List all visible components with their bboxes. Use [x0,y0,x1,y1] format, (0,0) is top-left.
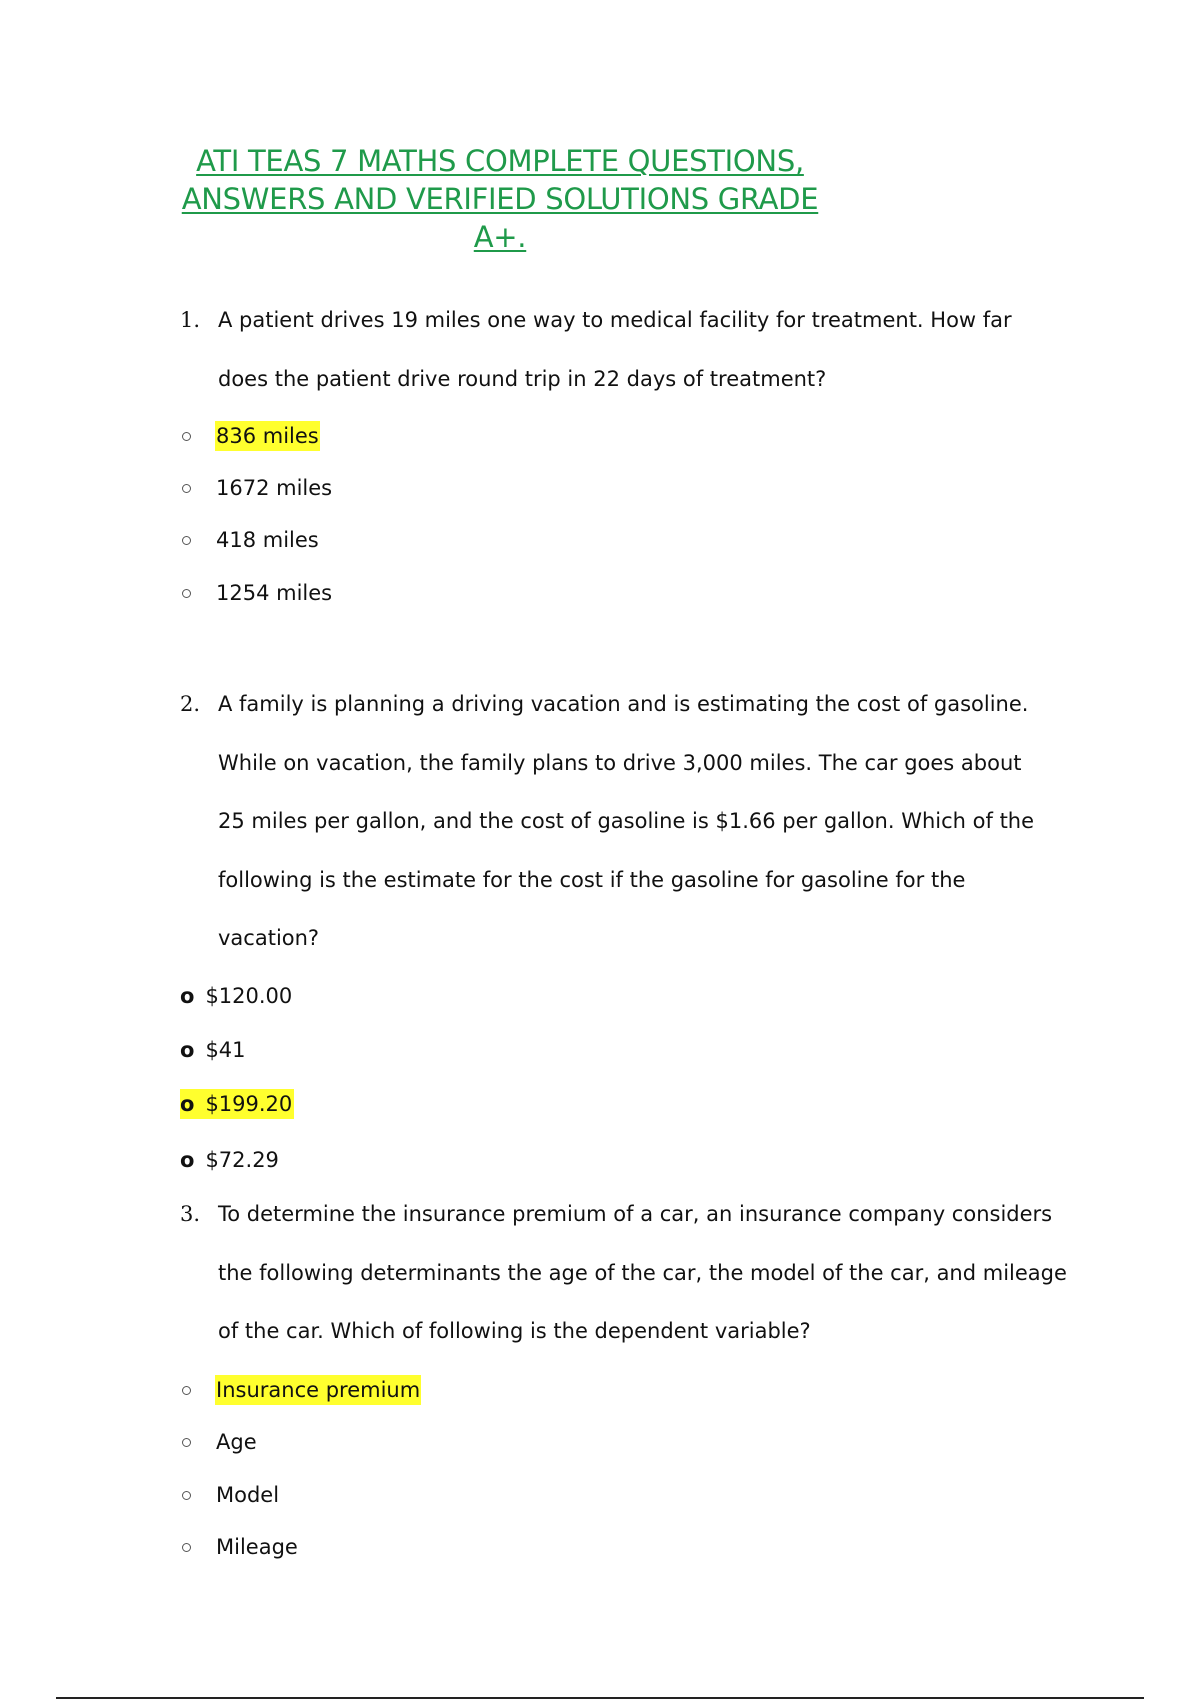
q3-option-3[interactable] [180,1479,280,1511]
option-text: Model [216,1483,280,1507]
title-line-2: ANSWERS AND VERIFIED SOLUTIONS GRADE [181,182,819,216]
option-text: $72.29 [205,1148,279,1172]
option-text: 836 miles [215,421,320,451]
q1-option-1[interactable] [180,420,320,452]
title-line-3: A+. [473,220,527,254]
q3-option-2[interactable] [180,1426,258,1458]
title-line-1: ATI TEAS 7 MATHS COMPLETE QUESTIONS, [196,144,804,178]
bullet-o-icon: o [180,1038,195,1062]
question-text: A patient drives 19 miles one way to medical facility for treatment. How far does the patient drive round trip in 22 days of treatment? [218,308,1012,391]
bullet-o-icon: o [180,984,195,1008]
page-bottom-rule [56,1697,1144,1699]
question-1 [180,306,1080,408]
option-text: 1254 miles [216,581,333,605]
document-title [150,142,850,256]
question-3 [180,1200,1080,1361]
circle-bullet-icon [182,432,191,441]
circle-bullet-icon [182,484,191,493]
q3-option-4[interactable] [180,1531,299,1563]
circle-bullet-icon [182,536,191,545]
highlight-mark [180,1089,294,1119]
question-2 [180,690,1080,968]
question-number: 2. [180,692,201,716]
question-number: 3. [180,1202,201,1226]
option-text: Mileage [216,1535,298,1559]
bullet-o-icon: o [180,1092,195,1116]
circle-bullet-icon [182,1438,191,1447]
option-text: $120.00 [205,984,293,1008]
circle-bullet-icon [182,1386,191,1395]
question-text: To determine the insurance premium of a car, an insurance company considers the following determinants the age of the car, the model of the car, and mileage of the car. Which of following is the dependent variable? [218,1202,1067,1343]
option-text: Insurance premium [215,1375,421,1405]
q2-option-2[interactable] [180,1034,247,1066]
option-text: 1672 miles [216,476,333,500]
circle-bullet-icon [182,589,191,598]
q2-option-4[interactable] [180,1144,280,1176]
option-text: 418 miles [216,528,319,552]
q1-option-2[interactable] [180,472,333,504]
question-text: A family is planning a driving vacation and is estimating the cost of gasoline. While on vacation, the family plans to drive 3,000 miles. The car goes about 25 miles per gallon, and the cost of gasoline is $1.66 per gallon. Which of the following is the estimate for the cost if the gasoline for gasoline for the vacation? [218,692,1035,950]
q2-option-1[interactable] [180,980,293,1012]
question-number: 1. [180,308,201,332]
option-text: $41 [205,1038,246,1062]
circle-bullet-icon [182,1491,191,1500]
option-text: Age [216,1430,257,1454]
q2-option-3[interactable] [180,1088,294,1120]
option-text: $199.20 [205,1092,293,1116]
circle-bullet-icon [182,1543,191,1552]
q1-option-4[interactable] [180,577,333,609]
q3-option-1[interactable] [180,1374,421,1406]
q1-option-3[interactable] [180,524,320,556]
bullet-o-icon: o [180,1148,195,1172]
